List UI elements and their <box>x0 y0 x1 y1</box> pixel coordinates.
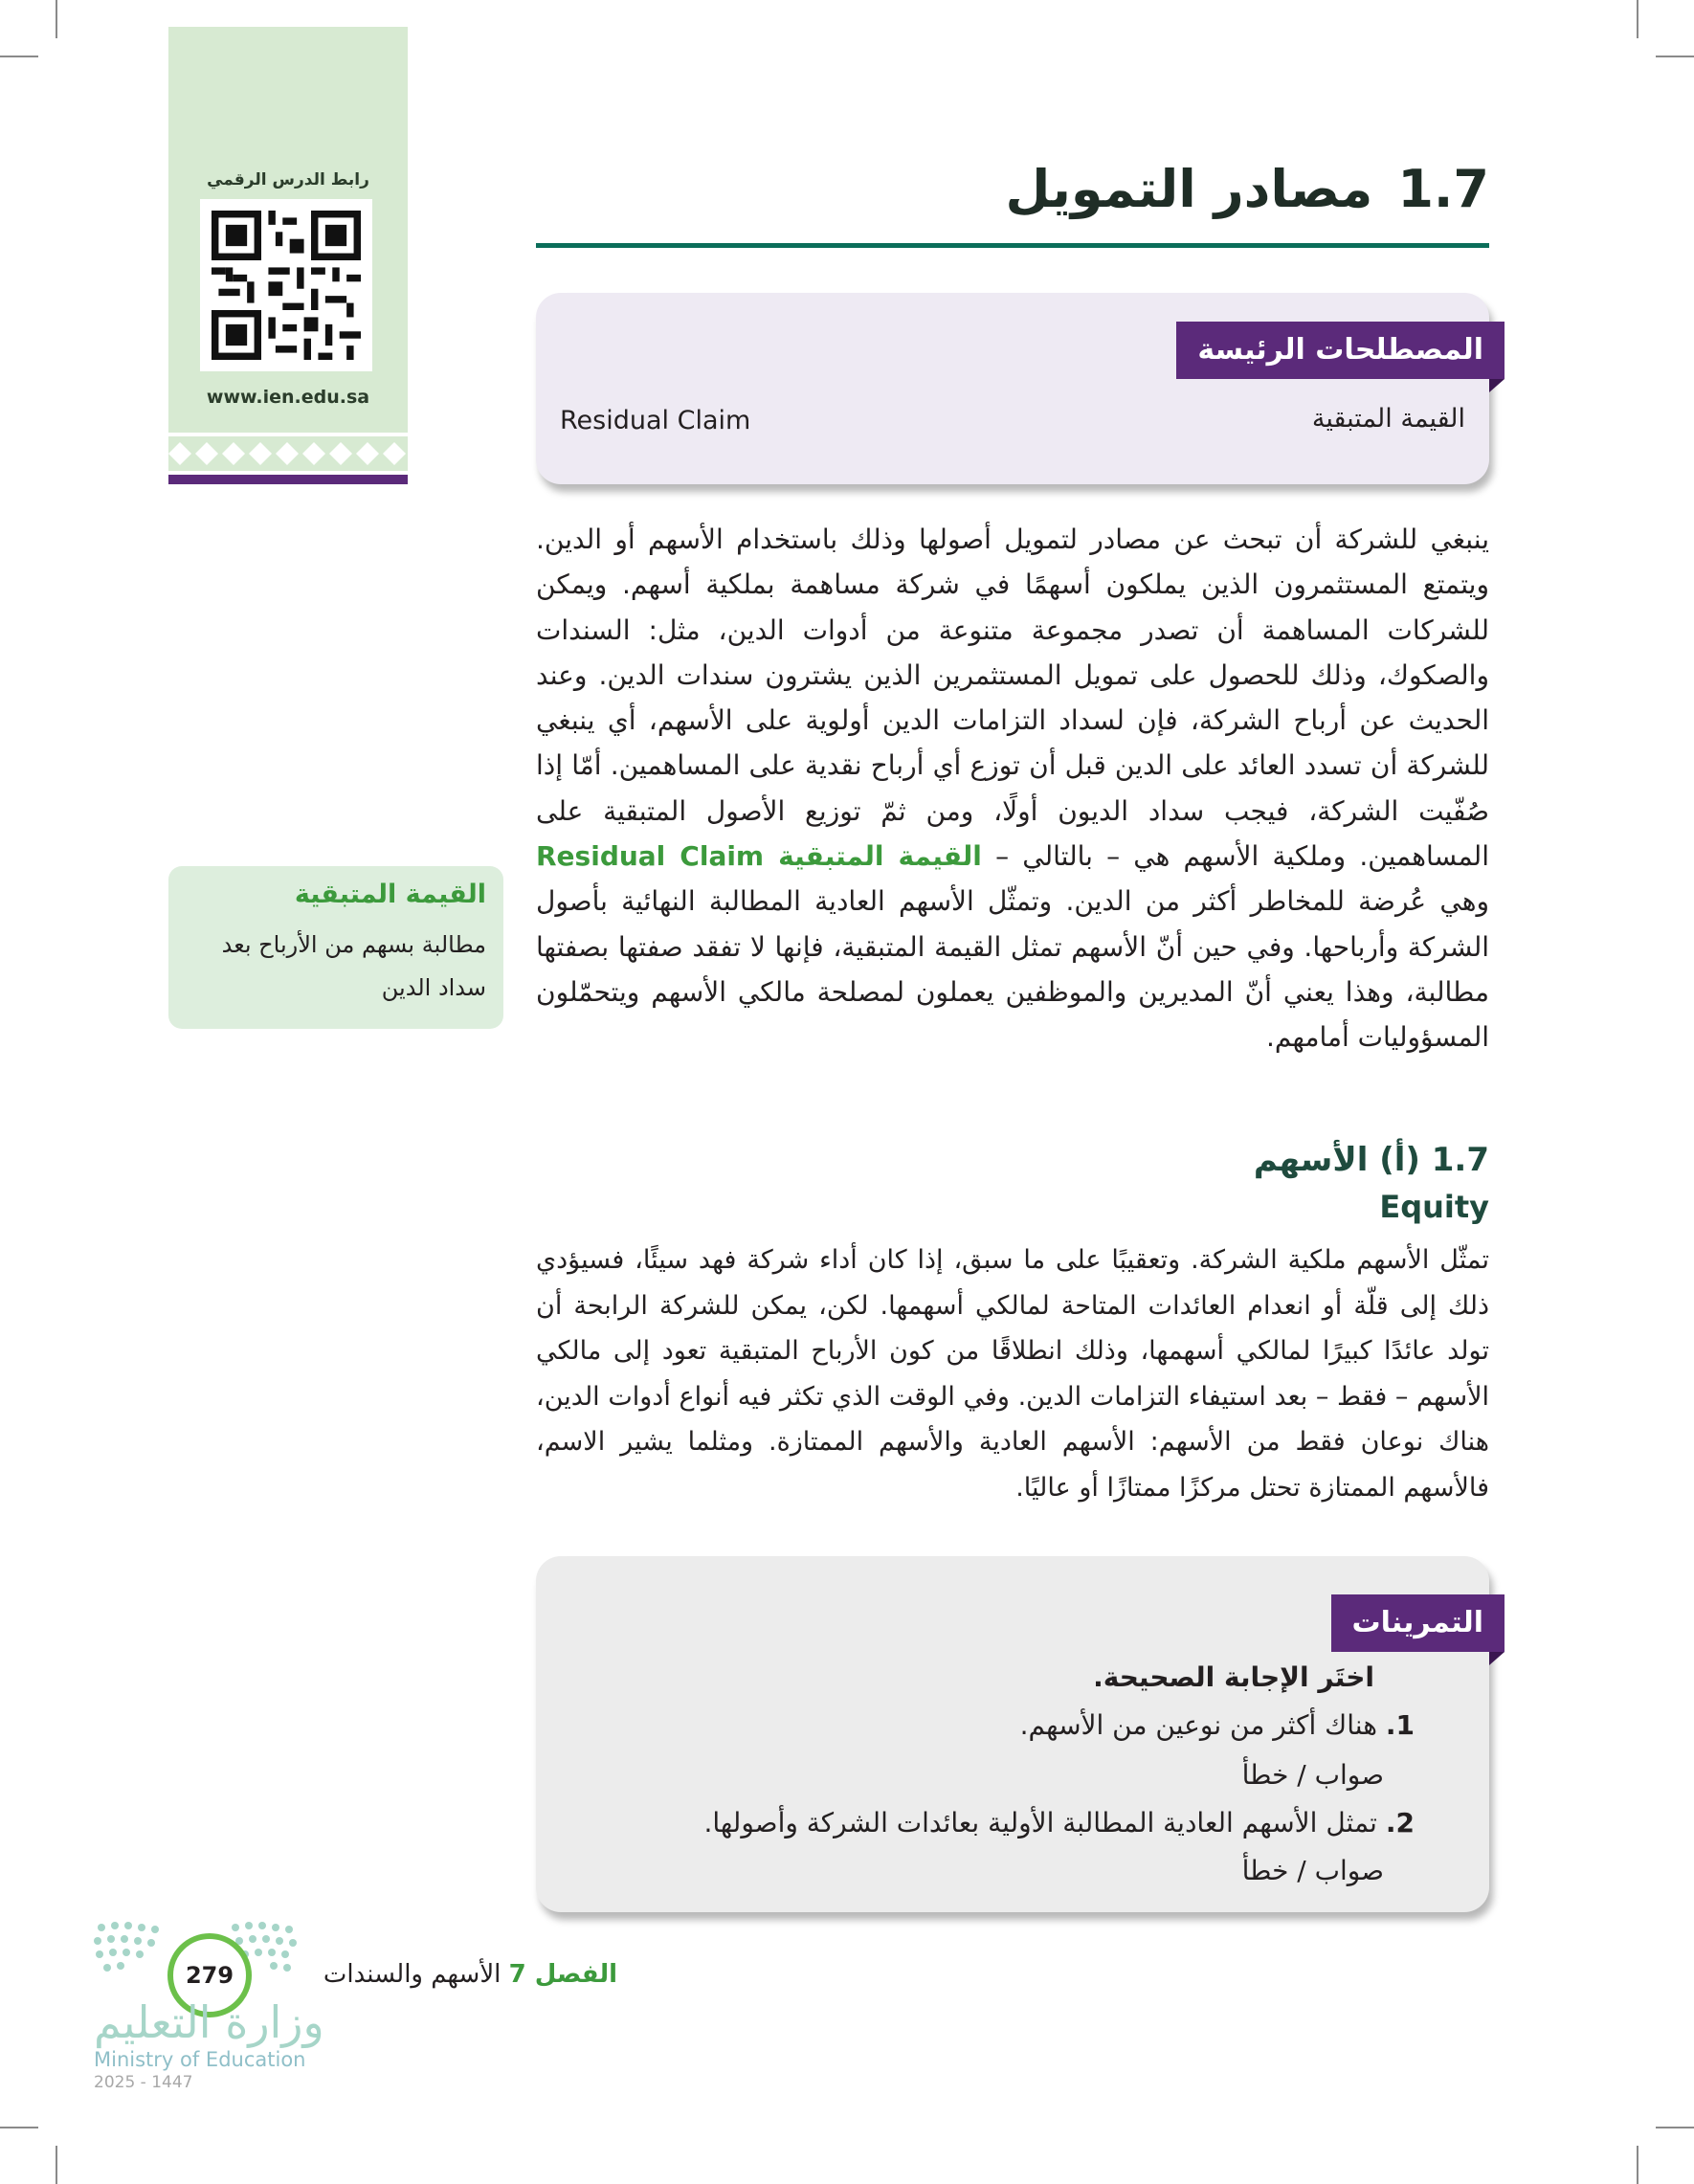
page-number: 279 <box>167 1933 252 2017</box>
decorative-pattern <box>168 433 408 475</box>
question-2-options[interactable]: صواب / خطأ <box>1241 1855 1384 1886</box>
page-title <box>1005 159 1489 219</box>
question-text: هناك أكثر من نوعين من الأسهم. <box>1019 1709 1377 1741</box>
paragraph-text: ينبغي للشركة أن تبحث عن مصادر لتمويل أصولها وذلك باستخدام الأسهم أو الدين. ويتمتع المستثمرون الذين يملكون أسهمًا في شركة مساهمة بملكية أسهم. ويمكن للشركات المساهمة أن تصدر مجموعة متنوعة من أدوات الدين، مثل: السندات والصكوك، وذلك للحصول على تمويل المستثمرين الذين يشترون سندات الدين. وعند الحديث عن أرباح الشركة، فإن لسداد التزامات الدين أولوية على الأسهم، أي ينبغي للشركة أن تسدد العائد على الدين قبل أن توزع أي أرباح نقدية على المساهمين. أمّا إذا صُفّيت الشركة، فيجب سداد الديون أولًا، ومن ثمّ توزيع الأصول المتبقية على المساهمين. وملكية الأسهم هي – بالتالي – <box>536 524 1489 873</box>
crop-mark <box>1637 0 1638 38</box>
paragraph-text: وهي عُرضة للمخاطر أكثر من الدين. وتمثّل الأسهم العادية المطالبة النهائية بأصول الشركة وأرباحها. وفي حين أنّ الأسهم تمثل القيمة المتبقية، فإنها لا تفقد صفتها بصفتها مطالبة، وهذا يعني أنّ المديرين والموظفين يعملون لمصلحة مالكي الأسهم ويتحمّلون المسؤوليات أمامهم. <box>536 885 1489 1054</box>
qr-label: رابط الدرس الرقمي <box>207 170 369 189</box>
subsection-title-english: Equity <box>1379 1189 1489 1225</box>
ministry-name-english: Ministry of Education <box>94 2048 306 2071</box>
qr-code-icon <box>212 211 361 360</box>
crop-mark <box>56 2146 57 2184</box>
subsection-heading <box>1254 1141 1489 1179</box>
intro-paragraph <box>536 517 1489 1060</box>
section-title: مصادر التمويل <box>1005 159 1373 219</box>
exercises-heading: التمرينات <box>1331 1594 1505 1652</box>
question-number: 1. <box>1385 1709 1415 1741</box>
key-term-english: Residual Claim <box>560 406 751 435</box>
highlighted-term: القيمة المتبقية Residual Claim <box>536 840 982 873</box>
exercise-instruction: اختَر الإجابة الصحيحة. <box>1093 1661 1374 1693</box>
title-rule <box>536 243 1489 248</box>
section-number: 1.7 <box>1397 159 1489 219</box>
crop-mark <box>0 2127 38 2128</box>
question-2 <box>703 1807 1415 1839</box>
crop-mark <box>1637 2146 1638 2184</box>
subsection-number: 1.7 <box>1431 1141 1489 1179</box>
equity-paragraph: تمثّل الأسهم ملكية الشركة. وتعقيبًا على ما سبق، إذا كان أداء شركة فهد سيئًا، فسيؤدي ذلك إلى قلّة أو انعدام العائدات المتاحة لمالكي أسهمها. لكن، يمكن للشركة الرابحة أن تولد عائدًا كبيرًا لمالكي أسهمها، وذلك انطلاقًا من كون الأرباح المتبقية تعود إلى مالكي الأسهم – فقط – بعد استيفاء التزامات الدين. وفي الوقت الذي تكثر فيه أنواع أدوات الدين، هناك نوعان فقط من الأسهم: الأسهم العادية والأسهم الممتازة. ومثلما يشير الاسم، فالأسهم الممتازة تحتل مركزًا ممتازًا أو عاليًا. <box>536 1245 1489 1503</box>
question-number: 2. <box>1385 1807 1415 1839</box>
edition-year: 2025 - 1447 <box>94 2073 193 2092</box>
chapter-footer <box>323 1960 617 1989</box>
tag-fold <box>1489 1652 1505 1665</box>
chapter-title: الأسهم والسندات <box>323 1960 502 1989</box>
exercises-card <box>536 1556 1489 1912</box>
key-term-arabic: القيمة المتبقية <box>1311 404 1465 434</box>
definition-text: مطالبة بسهم من الأرباح بعد سداد الدين <box>221 931 486 1001</box>
definition-term: القيمة المتبقية <box>294 880 486 909</box>
chapter-label: الفصل 7 <box>508 1960 617 1989</box>
tag-fold <box>1489 379 1505 392</box>
crop-mark <box>56 0 57 38</box>
digital-lesson-panel <box>168 27 408 484</box>
key-terms-card <box>536 293 1489 484</box>
crop-mark <box>1656 56 1694 57</box>
margin-definition <box>168 866 503 1029</box>
qr-code[interactable] <box>200 199 372 371</box>
crop-mark <box>0 56 38 57</box>
subsection-letter: (أ) <box>1379 1141 1420 1179</box>
question-text: تمثل الأسهم العادية المطالبة الأولية بعائدات الشركة وأصولها. <box>703 1807 1377 1839</box>
question-1-options[interactable]: صواب / خطأ <box>1241 1759 1384 1791</box>
ministry-name-arabic: وزارة التعليم <box>94 1996 324 2048</box>
subsection-title-arabic: الأسهم <box>1253 1141 1369 1179</box>
website-link[interactable]: www.ien.edu.sa <box>206 387 370 408</box>
crop-mark <box>1656 2127 1694 2128</box>
question-1 <box>1020 1709 1415 1741</box>
purple-strip <box>168 475 408 484</box>
key-terms-heading: المصطلحات الرئيسة <box>1176 322 1505 379</box>
